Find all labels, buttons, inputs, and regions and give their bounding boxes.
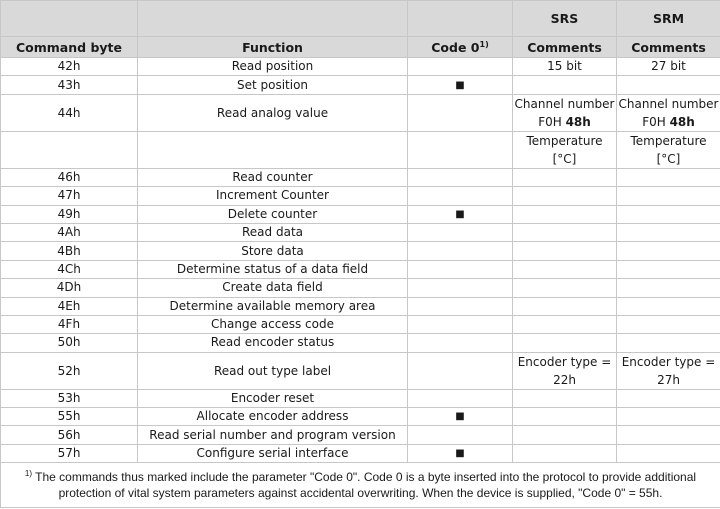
header-blank-3 xyxy=(408,1,513,37)
cell-function: Increment Counter xyxy=(138,187,408,205)
cell-function: Determine status of a data field xyxy=(138,260,408,278)
cell-function: Determine available memory area xyxy=(138,297,408,315)
cell-code0: ■ xyxy=(408,408,513,426)
footnote xyxy=(1,463,720,508)
srm-line-1: Encoder type = xyxy=(621,354,716,369)
table-row xyxy=(1,58,720,76)
srm-line-2a: F0H xyxy=(642,114,670,129)
cell-command: 53h xyxy=(1,389,138,407)
cell-srs xyxy=(513,297,617,315)
cell-code0 xyxy=(408,187,513,205)
cell-srm xyxy=(617,334,720,352)
cell-srs xyxy=(513,223,617,241)
cell-srs xyxy=(513,444,617,462)
table-row xyxy=(1,76,720,94)
cell-code0 xyxy=(408,315,513,333)
cell-command: 4Ch xyxy=(1,260,138,278)
cell-srs xyxy=(513,242,617,260)
footnote-marker: 1) xyxy=(24,469,33,479)
cell-command: 42h xyxy=(1,58,138,76)
cell-code0 xyxy=(408,389,513,407)
cell-command xyxy=(1,131,138,168)
header-blank-2 xyxy=(138,1,408,37)
cell-command: 4Dh xyxy=(1,279,138,297)
cell-code0 xyxy=(408,242,513,260)
cell-code0 xyxy=(408,168,513,186)
cell-command: 4Eh xyxy=(1,297,138,315)
col-code0 xyxy=(408,37,513,58)
cell-srs xyxy=(513,168,617,186)
col-code0-label: Code 0 xyxy=(431,39,480,55)
col-srm-comments: Comments xyxy=(617,37,720,58)
footnote-text-1: The commands thus marked include the parameter "Code 0". Code 0 is a byte inserted into the protocol to provide additional xyxy=(32,470,697,485)
srs-line-2a: F0H xyxy=(538,114,566,129)
cell-command: 4Fh xyxy=(1,315,138,333)
table-row xyxy=(1,426,720,444)
cell-srm xyxy=(617,408,720,426)
table-row xyxy=(1,223,720,241)
cell-srm xyxy=(617,426,720,444)
cell-command: 57h xyxy=(1,444,138,462)
cell-srm xyxy=(617,279,720,297)
srs-line-1: Encoder type = xyxy=(517,354,612,369)
table-row xyxy=(1,352,720,389)
table-row xyxy=(1,297,720,315)
cell-srs xyxy=(513,205,617,223)
table-row xyxy=(1,260,720,278)
cell-srs xyxy=(513,315,617,333)
table-row xyxy=(1,315,720,333)
cell-command: 46h xyxy=(1,168,138,186)
cell-function: Read out type label xyxy=(138,352,408,389)
table-row xyxy=(1,131,720,168)
table-row xyxy=(1,187,720,205)
cell-srs: Temperature [°C] xyxy=(513,131,617,168)
cell-srm xyxy=(617,187,720,205)
cell-srm xyxy=(617,297,720,315)
cell-function: Read position xyxy=(138,58,408,76)
cell-command: 47h xyxy=(1,187,138,205)
col-srs-comments: Comments xyxy=(513,37,617,58)
cell-code0 xyxy=(408,352,513,389)
cell-command: 50h xyxy=(1,334,138,352)
cell-command: 4Bh xyxy=(1,242,138,260)
cell-function: Read analog value xyxy=(138,94,408,131)
footnote-row xyxy=(1,463,720,508)
col-command-byte: Command byte xyxy=(1,37,138,58)
cell-function: Change access code xyxy=(138,315,408,333)
cell-srs xyxy=(513,279,617,297)
cell-srs xyxy=(513,352,617,389)
srs-line-1: Channel number xyxy=(514,96,615,111)
header-srm: SRM xyxy=(617,1,720,37)
cell-command: 49h xyxy=(1,205,138,223)
srm-line-2 xyxy=(617,113,720,131)
cell-function: Allocate encoder address xyxy=(138,408,408,426)
cell-function xyxy=(138,131,408,168)
table-row xyxy=(1,389,720,407)
header-blank-1 xyxy=(1,1,138,37)
cell-function: Encoder reset xyxy=(138,389,408,407)
cell-code0 xyxy=(408,334,513,352)
table-row xyxy=(1,444,720,462)
cell-srm xyxy=(617,223,720,241)
cell-srs xyxy=(513,426,617,444)
cell-srm xyxy=(617,352,720,389)
cell-srs xyxy=(513,187,617,205)
cell-code0 xyxy=(408,131,513,168)
cell-code0 xyxy=(408,297,513,315)
col-code0-footnote-ref: 1) xyxy=(479,39,489,49)
cell-code0 xyxy=(408,58,513,76)
srm-line-1: Channel number xyxy=(618,96,719,111)
srs-line-2: 22h xyxy=(553,372,576,387)
cell-code0: ■ xyxy=(408,205,513,223)
cell-srs xyxy=(513,334,617,352)
cell-code0 xyxy=(408,94,513,131)
cell-srs xyxy=(513,76,617,94)
col-function: Function xyxy=(138,37,408,58)
cell-code0 xyxy=(408,260,513,278)
cell-command: 56h xyxy=(1,426,138,444)
cell-srs xyxy=(513,408,617,426)
table-row xyxy=(1,408,720,426)
cell-srm xyxy=(617,315,720,333)
cell-srm xyxy=(617,76,720,94)
cell-code0: ■ xyxy=(408,76,513,94)
cell-srs: 15 bit xyxy=(513,58,617,76)
cell-command: 44h xyxy=(1,94,138,131)
srs-line-2b: 48h xyxy=(565,114,591,129)
table-row xyxy=(1,94,720,131)
cell-code0: ■ xyxy=(408,444,513,462)
header-srs: SRS xyxy=(513,1,617,37)
cell-srs xyxy=(513,389,617,407)
srs-line-2 xyxy=(513,113,616,131)
cell-srm xyxy=(617,205,720,223)
cell-code0 xyxy=(408,279,513,297)
cell-function: Set position xyxy=(138,76,408,94)
cell-function: Store data xyxy=(138,242,408,260)
cell-function: Read counter xyxy=(138,168,408,186)
footnote-line-1 xyxy=(9,469,712,485)
cell-command: 4Ah xyxy=(1,223,138,241)
srm-line-2: 27h xyxy=(657,372,680,387)
cell-function: Configure serial interface xyxy=(138,444,408,462)
table-row xyxy=(1,168,720,186)
cell-command: 52h xyxy=(1,352,138,389)
cell-command: 55h xyxy=(1,408,138,426)
cell-code0 xyxy=(408,223,513,241)
cell-srm xyxy=(617,444,720,462)
cell-function: Read data xyxy=(138,223,408,241)
footnote-line-2: protection of vital system parameters against accidental overwriting. When the device is supplied, "Code 0" = 55h. xyxy=(58,486,663,501)
cell-srm: Temperature [°C] xyxy=(617,131,720,168)
srm-line-2b: 48h xyxy=(669,114,695,129)
cell-function: Delete counter xyxy=(138,205,408,223)
cell-srm xyxy=(617,168,720,186)
table-row xyxy=(1,205,720,223)
cell-command: 43h xyxy=(1,76,138,94)
table-row xyxy=(1,334,720,352)
cell-srm xyxy=(617,260,720,278)
cell-function: Read encoder status xyxy=(138,334,408,352)
cell-srs xyxy=(513,260,617,278)
cell-srm xyxy=(617,94,720,131)
cell-function: Read serial number and program version xyxy=(138,426,408,444)
cell-srs xyxy=(513,94,617,131)
table-row xyxy=(1,279,720,297)
cell-srm xyxy=(617,242,720,260)
table-row xyxy=(1,242,720,260)
cell-function: Create data field xyxy=(138,279,408,297)
cell-code0 xyxy=(408,426,513,444)
cell-srm: 27 bit xyxy=(617,58,720,76)
cell-srm xyxy=(617,389,720,407)
